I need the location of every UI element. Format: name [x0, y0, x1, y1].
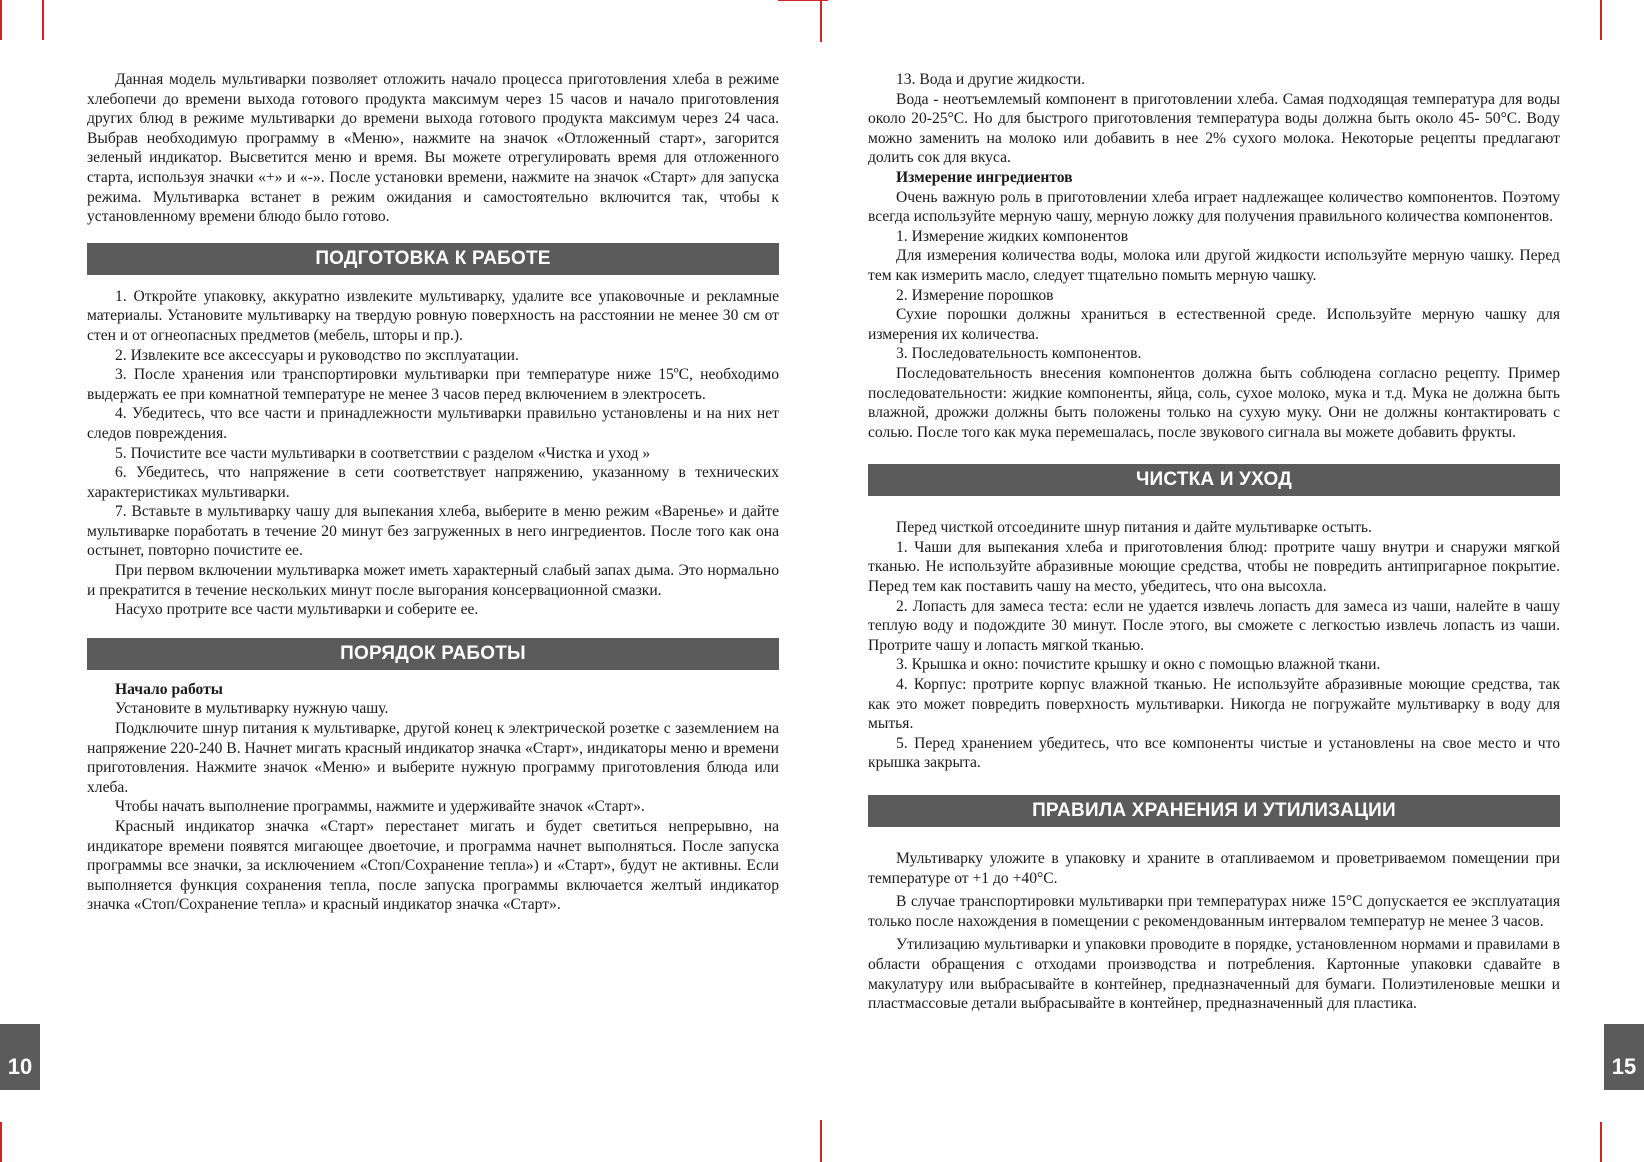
- water-text: Вода - неотъемлемый компонент в приготовлении хлеба. Самая подходящая температура для воды около 20-25°С. Но для быстрого приготовления температура воды должна быть около 45- 50°С. Воду можно заменить на молоко или добавить в нее 2% сухого молока. Некоторые рецепты предлагают долить сок для вкуса.: [868, 90, 1560, 167]
- crop-mark: [0, 0, 2, 40]
- storage-item: Утилизацию мультиварки и упаковки проводите в порядке, установленном нормами и правилами в области обращения с отходами производства и потребления. Картонные упаковки сдавайте в макулатуру или выбрасывайте в контейнер, предназначенный для бумаги. Полиэтиленовые мешки и пластмассовые детали выбрасывайте в контейнер, предназначенный для пластика.: [868, 936, 1560, 1013]
- section-header-clean: ЧИСТКА И УХОД: [868, 464, 1560, 496]
- work-item: Красный индикатор значка «Старт» перестанет мигать и будет светиться непрерывно, на индикаторе времени появятся мигающее двоеточие, и программа начнет выполняться. После запуска программы все значки, за исключением «Стоп/Сохранение тепла») и «Старт», будут не активны. Если выполняется функция сохранения тепла, после запуска программы включается желтый индикатор значка «Стоп/Сохранение тепла» и красный индикатор значка «Старт».: [87, 818, 779, 914]
- clean-item: 5. Перед хранением убедитесь, что все компоненты чистые и установлены на свое место и что крышка закрыта.: [868, 734, 1560, 772]
- crop-mark: [820, 0, 822, 42]
- prep-item: Насухо протрите все части мультиварки и соберите ее.: [115, 601, 479, 619]
- work-subheading: Начало работы: [115, 680, 223, 698]
- water-title: 13. Вода и другие жидкости.: [896, 71, 1086, 88]
- prep-item: 2. Извлеките все аксессуары и руководство по эксплуатации.: [115, 346, 519, 364]
- work-item: Установите в мультиварку нужную чашу.: [115, 700, 389, 718]
- storage-item: В случае транспортировки мультиварки при температурах ниже 15°С допускается ее эксплуатация только после нахождения в помещении с рекомендованным интервалом температур не менее 3 часов.: [868, 893, 1560, 930]
- crop-mark: [1600, 1122, 1602, 1162]
- right-page: [868, 70, 1560, 1014]
- section-header-work: ПОРЯДОК РАБОТЫ: [87, 638, 779, 670]
- prep-item: 6. Убедитесь, что напряжение в сети соответствует напряжению, указанному в технических характеристиках мультиварки.: [87, 464, 779, 501]
- measure-powder-text: Сухие порошки должны храниться в естественной среде. Используйте мерную чашку для измерения их количества.: [868, 306, 1560, 343]
- prep-item: 3. После хранения или транспортировки мультиварки при температуре ниже 15ºС, необходимо выдержать ее при комнатной температуре не менее 3 часов перед включением в электросеть.: [87, 366, 779, 403]
- prep-item: При первом включении мультиварка может иметь характерный слабый запах дыма. Это нормально и прекратится в течение нескольких минут после выгорания консервационной смазки.: [87, 562, 779, 599]
- measure-text: Очень важную роль в приготовлении хлеба играет надлежащее количество компонентов. Поэтому всегда используйте мерную чашу, мерную ложку для получения правильного количества компонентов.: [868, 188, 1560, 226]
- sequence-title: 3. Последовательность компонентов.: [896, 345, 1142, 363]
- left-page: [87, 70, 779, 915]
- work-item: Чтобы начать выполнение программы, нажмите и удерживайте значок «Старт».: [115, 798, 645, 816]
- crop-mark: [1600, 0, 1602, 40]
- section-header-storage: ПРАВИЛА ХРАНЕНИЯ И УТИЛИЗАЦИИ: [868, 795, 1560, 827]
- prep-item: 7. Вставьте в мультиварку чашу для выпекания хлеба, выберите в меню режим «Варенье» и дайте мультиварке поработать в течение 20 минут без загруженных в него ингредиентов. После того как она остынет, повторно почистите ее.: [87, 503, 779, 560]
- crop-mark: [0, 1122, 2, 1162]
- page-number-text: 15: [1611, 1054, 1637, 1079]
- page-number-left: [0, 1024, 40, 1090]
- crop-mark: [820, 1120, 822, 1162]
- measure-liquid-title: 1. Измерение жидких компонентов: [896, 227, 1129, 245]
- clean-item: Перед чисткой отсоедините шнур питания и дайте мультиварке остыть.: [896, 519, 1372, 537]
- clean-item: 1. Чаши для выпекания хлеба и приготовления блюд: протрите чашу внутри и снаружи мягкой тканью. Не используйте абразивные моющие средства, чтобы не повредить антипригарное покрытие. Перед тем как поставить чашу на место, убедитесь, что она высохла.: [868, 538, 1560, 596]
- measure-powder-title: 2. Измерение порошков: [896, 286, 1054, 304]
- storage-item: Мультиварку уложите в упаковку и храните в отапливаемом и проветриваемом помещении при температуре от +1 до +40°С.: [868, 850, 1560, 887]
- clean-item: 2. Лопасть для замеса теста: если не удается извлечь лопасть для замеса из чаши, налейте в чашу теплую воду и подождите 30 минут. После этого, вы сможете с легкостью извлечь лопасть из чаши. Протрите чашу и лопасть мягкой тканью.: [868, 597, 1560, 654]
- prep-item: 1. Откройте упаковку, аккуратно извлеките мультиварку, удалите все упаковочные и рекламные материалы. Установите мультиварку на твердую ровную поверхность на расстоянии не менее 30 см от стен и от огнеопасных предметов (мебель, шторы и пр.).: [87, 287, 779, 344]
- clean-item: 3. Крышка и окно: почистите крышку и окно с помощью влажной ткани.: [896, 656, 1381, 674]
- measure-title: Измерение ингредиентов: [896, 168, 1073, 186]
- work-item: Подключите шнур питания к мультиварке, другой конец к электрической розетке с заземлением на напряжение 220-240 В. Начнет мигать красный индикатор значка «Старт», индикаторы меню и времени приготовления. Нажмите значок «Меню» и выберите нужную программу приготовления блюда или хлеба.: [87, 720, 779, 796]
- prep-item: 5. Почистите все части мультиварки в соответствии с разделом «Чистка и уход »: [115, 444, 651, 462]
- page-number-text: 10: [7, 1054, 33, 1079]
- page-number-right: [1604, 1024, 1644, 1090]
- intro-paragraph: Данная модель мультиварки позволяет отложить начало процесса приготовления хлеба в режиме хлебопечи до времени выхода готового продукта максимум через 15 часов и начало приготовления других блюд в режиме мультиварки до времени выхода готового продукта максимум через 24 часа. Выбрав необходимую программу в «Меню», нажмите на значок «Отложенный старт», загорится зеленый индикатор. Высветится меню и время. Вы можете отрегулировать время для отложенного старта, используя значки «+» и «-». После установки времени, нажмите на значок «Старт» для запуска режима. Мультиварка встанет в режим ожидания и самостоятельно включится так, чтобы к установленному времени блюдо было готово.: [87, 71, 779, 226]
- clean-item: 4. Корпус: протрите корпус влажной тканью. Не используйте абразивные моющие средства, так как это может повредить поверхность мультиварки. Никогда не погружайте мультиварку в воду для мытья.: [868, 676, 1560, 733]
- crop-mark: [42, 0, 44, 40]
- measure-liquid-text: Для измерения количества воды, молока или другой жидкости используйте мерную чашку. Перед тем как измерить масло, следует тщательно помыть мерную чашку.: [868, 247, 1560, 284]
- sequence-text: Последовательность внесения компонентов должна быть соблюдена согласно рецепту. Пример последовательности: жидкие компоненты, яйца, соль, сухое молоко, мука и т.д. Мука не должна быть влажной, дрожжи должны быть положены только на сухую муку. Они не должны контактировать с солью. После того как мука перемешалась, после звукового сигнала вы можете добавить фрукты.: [868, 364, 1560, 441]
- prep-item: 4. Убедитесь, что все части и принадлежности мультиварки правильно установлены и на них нет следов повреждения.: [87, 405, 779, 442]
- section-header-prep: ПОДГОТОВКА К РАБОТЕ: [87, 243, 779, 275]
